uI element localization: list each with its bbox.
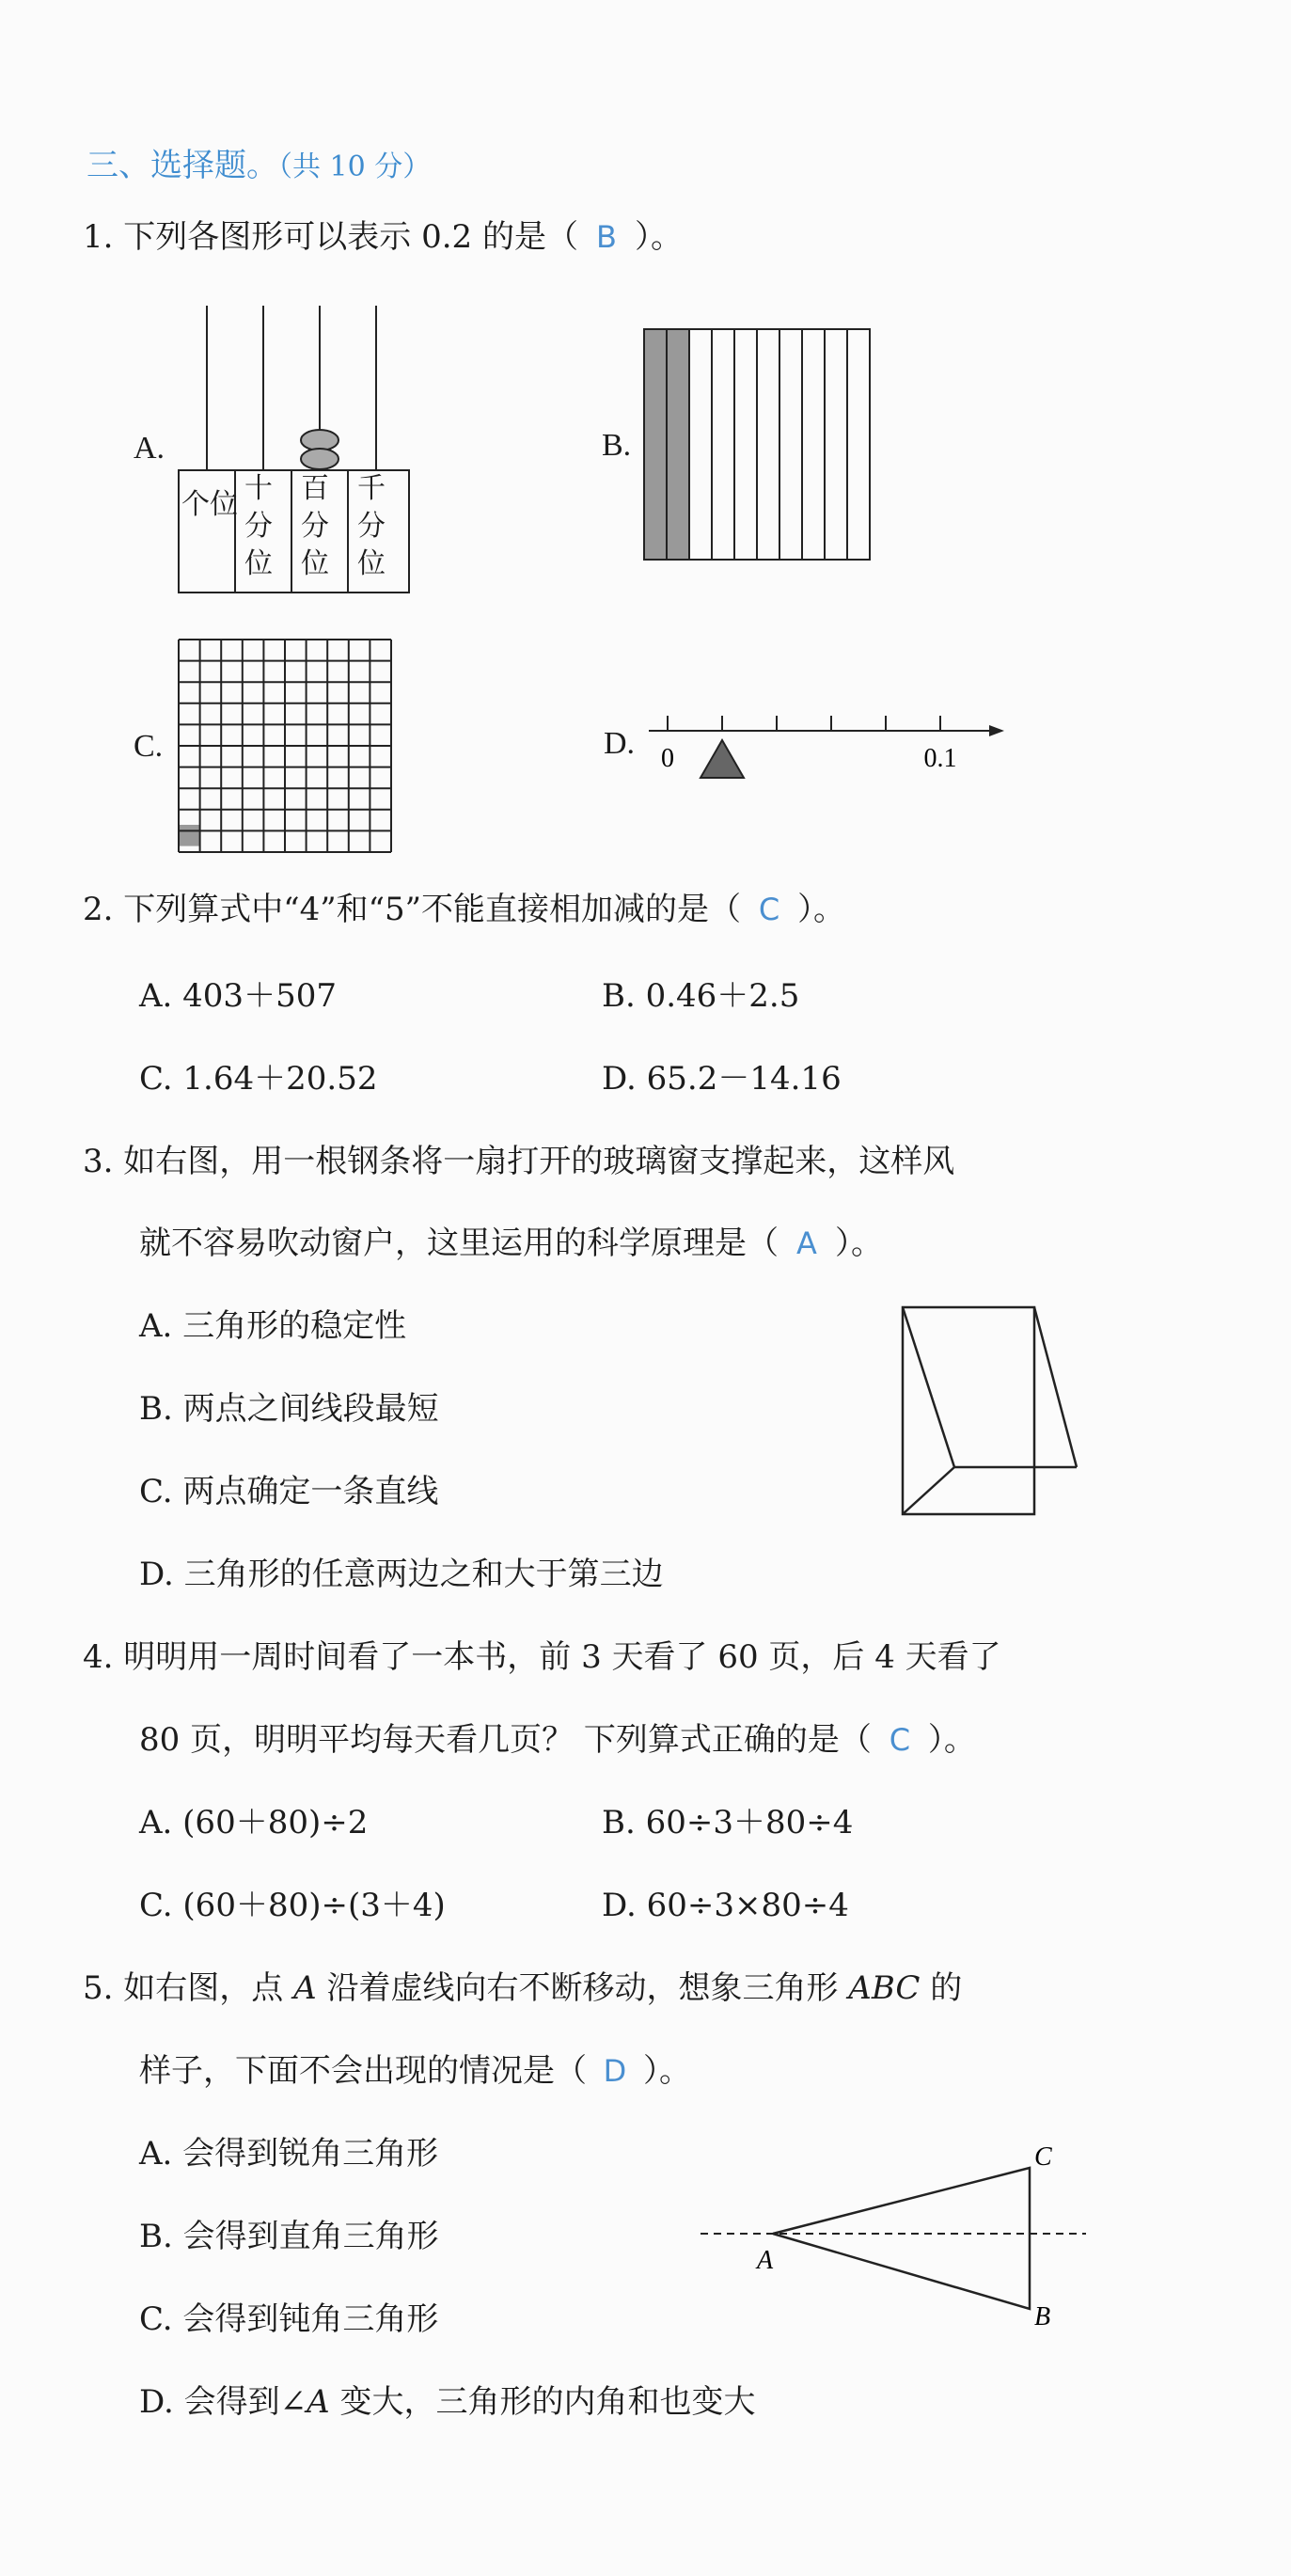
- q5-option-d-angle-a: A: [307, 2383, 330, 2421]
- question-1-number: 1.: [83, 218, 114, 256]
- number-line-pointer: [701, 740, 744, 778]
- triangle-figure: [696, 2126, 1091, 2332]
- question-3-text-line1: 如右图，用一根钢条将一扇打开的玻璃窗支撑起来，这样风: [123, 1143, 955, 1180]
- question-2-text: 下列算式中“4”和“5”不能直接相加减的是（: [123, 891, 742, 928]
- question-5-point-a: A: [293, 1969, 317, 2007]
- q2-option-d: D. 65.2－14.16: [602, 1060, 842, 1098]
- question-5-text-post: 的: [920, 1969, 963, 2007]
- abacus-place-ones: 个位: [181, 488, 238, 521]
- question-4-stem-line2: [139, 1719, 976, 1761]
- q5-option-d-pre: D. 会得到∠: [139, 2383, 307, 2421]
- abacus-place-hundredths: 百分位: [301, 472, 329, 580]
- q1-option-a-label: A.: [134, 431, 165, 466]
- q3-option-d: D. 三角形的任意两边之和大于第三边: [139, 1556, 664, 1593]
- question-4-stem-line1: [83, 1636, 1001, 1678]
- q2-option-b: B. 0.46＋2.5: [602, 977, 800, 1015]
- q4-option-b: B. 60÷3＋80÷4: [602, 1804, 854, 1841]
- q5-option-c: C. 会得到钝角三角形: [139, 2300, 439, 2338]
- q5-option-a: A. 会得到锐角三角形: [139, 2135, 439, 2173]
- q1-option-b-label: B.: [602, 428, 632, 463]
- abacus-bead: [301, 449, 338, 469]
- question-3-stem-line2: [139, 1223, 883, 1264]
- q3-option-b: B. 两点之间线段最短: [139, 1390, 439, 1428]
- number-line-figure: [649, 691, 1006, 795]
- abacus-bead: [301, 430, 338, 450]
- q1-option-c-label: C.: [134, 729, 164, 764]
- question-2-end: ）。: [797, 891, 846, 928]
- q2-option-a: A. 403＋507: [139, 977, 337, 1015]
- question-4-text-line1: 明明用一周时间看了一本书，前 3 天看了 60 页，后 4 天看了: [123, 1638, 1001, 1676]
- question-5-stem-line2: [139, 2050, 691, 2092]
- section-heading: [87, 139, 431, 185]
- q3-option-a: A. 三角形的稳定性: [139, 1307, 407, 1345]
- window-figure: [898, 1303, 1086, 1528]
- question-5-number: 5.: [83, 1969, 114, 2007]
- q5-option-d: [139, 2381, 756, 2423]
- q5-option-d-post: 变大，三角形的内角和也变大: [329, 2383, 756, 2421]
- question-1-stem: [83, 216, 683, 258]
- abacus-place-thousandths: 千分位: [357, 472, 386, 580]
- question-2-number: 2.: [83, 891, 114, 928]
- question-5-answer: D: [603, 2053, 627, 2089]
- strip-figure: [639, 324, 874, 569]
- question-1-text: 下列各图形可以表示 0.2 的是（: [123, 218, 578, 256]
- question-3-stem-line1: [83, 1141, 954, 1182]
- question-5-text-pre: 如右图，点: [123, 1969, 294, 2007]
- question-4-text-line2: 80 页，明明平均每天看几页？ 下列算式正确的是（: [139, 1721, 872, 1759]
- question-4-number: 4.: [83, 1638, 114, 1676]
- vertex-c-label: C: [1034, 2142, 1052, 2172]
- q3-option-c: C. 两点确定一条直线: [139, 1473, 439, 1510]
- q5-option-b: B. 会得到直角三角形: [139, 2218, 439, 2255]
- section-title: 三、选择题。: [87, 147, 278, 184]
- section-score: （共 10 分）: [278, 150, 432, 183]
- q4-option-d: D. 60÷3×80÷4: [602, 1887, 849, 1924]
- question-5-end: ）。: [643, 2052, 691, 2090]
- question-2-answer: C: [758, 892, 780, 927]
- question-5-stem-line1: [83, 1968, 962, 2009]
- question-1-end: ）。: [634, 218, 683, 256]
- question-2-stem: [83, 889, 845, 930]
- question-3-number: 3.: [83, 1143, 114, 1180]
- question-5-text-mid: 沿着虚线向右不断移动，想象三角形: [316, 1969, 849, 2007]
- question-5-triangle-abc: ABC: [848, 1969, 921, 2007]
- grid-figure: [174, 635, 395, 856]
- question-4-end: ）。: [927, 1721, 976, 1759]
- question-3-text-line2: 就不容易吹动窗户，这里运用的科学原理是（: [139, 1225, 779, 1262]
- question-3-end: ）。: [835, 1225, 883, 1262]
- q4-option-a: A. (60＋80)÷2: [139, 1804, 369, 1841]
- question-5-text-line2: 样子，下面不会出现的情况是（: [139, 2052, 587, 2090]
- question-3-answer: A: [796, 1225, 817, 1261]
- q4-option-c: C. (60＋80)÷(3＋4): [139, 1887, 446, 1924]
- vertex-b-label: B: [1034, 2302, 1051, 2331]
- q2-option-c: C. 1.64＋20.52: [139, 1060, 378, 1098]
- question-4-answer: C: [889, 1722, 911, 1758]
- abacus-place-tenths: 十分位: [244, 472, 273, 580]
- number-line-start-label: 0: [661, 744, 674, 773]
- question-1-answer: B: [595, 219, 617, 255]
- number-line-end-label: 0.1: [923, 744, 957, 773]
- vertex-a-label: A: [757, 2246, 774, 2275]
- grid-shaded-cell: [179, 825, 200, 846]
- q1-option-d-label: D.: [604, 726, 636, 761]
